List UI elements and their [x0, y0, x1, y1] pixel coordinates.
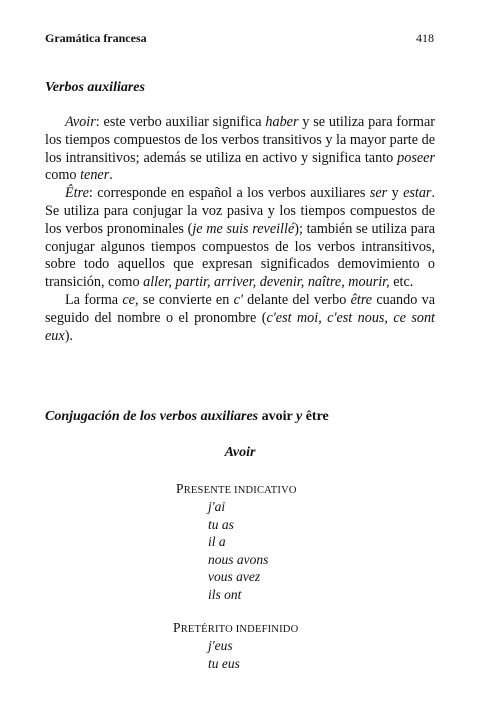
italic-run: ce,	[122, 291, 139, 308]
italic-run: être	[350, 291, 373, 308]
text-run: y se utiliza para formar los tiempos compuestos de los verbos transitivos y la mayor parte de los intransitivos; además se utiliza en activo y significa tanto	[45, 114, 435, 166]
italic-run: tener	[80, 167, 110, 184]
tense-label-rest: RESENTE INDICATIVO	[183, 485, 297, 496]
text-run: : corresponde en español a los verbos auxiliares	[88, 185, 370, 202]
conjugation-list-presente	[208, 498, 268, 603]
conjugation-title	[45, 409, 329, 425]
body-text	[45, 114, 435, 345]
italic-run: poseer	[397, 149, 435, 166]
italic-run: haber	[265, 114, 299, 130]
text-run: delante del verbo	[242, 291, 351, 308]
tense-label-preterito	[173, 620, 298, 636]
italic-run: Avoir	[65, 114, 96, 130]
running-title: Gramática francesa	[45, 31, 147, 45]
conjugation-form: tu eus	[208, 655, 240, 671]
text-run: .	[109, 167, 113, 184]
tense-label-initial: P	[176, 481, 184, 496]
italic-run: estar	[403, 185, 432, 202]
page-header	[45, 31, 434, 47]
paragraph-forma-ce	[45, 292, 435, 345]
text-run: ).	[64, 327, 73, 344]
tense-label-rest: RETÉRITO INDEFINIDO	[180, 624, 299, 635]
italic-run: aller, partir, arriver, devenir, naître, mourir,	[143, 274, 390, 291]
italic-run: c'est moi, c'est nous, ce sont eux	[45, 309, 435, 344]
conjugation-title-text: Conjugación de los verbos auxiliares	[45, 409, 259, 424]
text-run: como	[45, 167, 81, 184]
conjugation-form: j'eus	[208, 638, 233, 653]
conjugation-form: vous avez	[208, 569, 261, 584]
page-number: 418	[416, 31, 434, 45]
verb-heading: Avoir	[224, 445, 256, 460]
text-run: ); también se utiliza para conjugar algunos tiempos compuestos de los verbos intransitivos, sobre todo aquellos que expresan significados demovimiento o transición, como	[45, 220, 435, 291]
tense-label-initial: P	[173, 620, 181, 635]
conjugation-form: tu as	[208, 516, 234, 532]
text-run: etc.	[389, 274, 414, 291]
conjugation-verb-avoir: avoir	[261, 409, 293, 424]
section-title: Verbos auxiliares	[45, 80, 145, 95]
italic-run: je me suis reveillé	[192, 220, 295, 237]
conjugation-verb-etre: être	[305, 409, 329, 424]
text-run: . Se utiliza para conjugar la voz pasiva y los tiempos compuestos de los verbos pronominales (	[45, 185, 435, 237]
conjugation-conjunction: y	[296, 409, 303, 424]
text-run: se convierte en	[138, 291, 234, 308]
italic-run: Être	[65, 185, 89, 202]
text-run: y	[387, 185, 404, 202]
italic-run: ser	[369, 185, 388, 202]
italic-run: c'	[233, 291, 243, 308]
conjugation-form: nous avons	[208, 551, 269, 567]
text-run: cuando va seguido del nombre o el pronombre (	[45, 291, 435, 326]
conjugation-form: il a	[208, 534, 226, 549]
tense-label-presente	[176, 481, 297, 497]
paragraph-avoir	[45, 114, 435, 185]
text-run: La forma	[65, 291, 123, 308]
conjugation-form: ils ont	[208, 586, 242, 602]
conjugation-list-preterito	[208, 637, 240, 672]
conjugation-form: j'ai	[208, 499, 226, 514]
text-run: : este verbo auxiliar significa	[95, 114, 266, 130]
paragraph-etre	[45, 185, 435, 292]
